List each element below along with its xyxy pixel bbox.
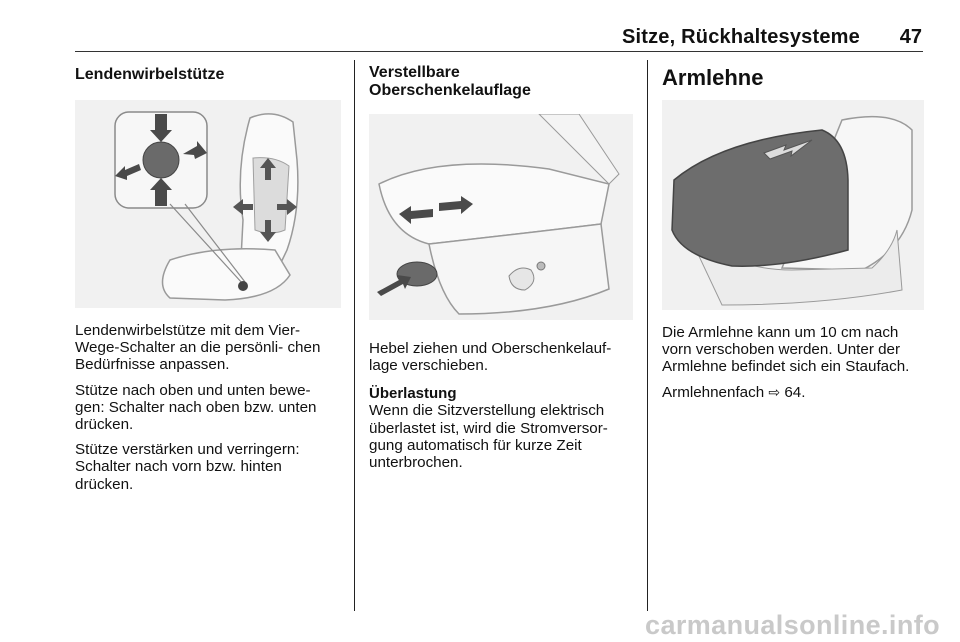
section-heading-thigh-line1: Verstellbare — [369, 64, 460, 81]
page-number: 47 — [899, 26, 922, 48]
watermark: carmanualsonline.info — [645, 610, 940, 640]
subheading-overload: Überlastung — [369, 385, 457, 403]
page-reference-arrow-icon: ⇨ — [768, 383, 781, 400]
section-heading-lumbar: Lendenwirbelstütze — [75, 66, 225, 83]
paragraph: Wenn die Sitzverstellung elektrisch überlastet ist, wird die Stromversor- gung automatisch für kurze Zeit unterbrochen. — [369, 402, 608, 472]
thigh-support-illustration — [369, 114, 633, 320]
paragraph: Stütze nach oben und unten bewe- gen: Schalter nach oben bzw. unten drücken. — [75, 381, 317, 434]
armrest-illustration — [662, 100, 924, 310]
header-divider — [75, 51, 923, 52]
column-lumbar-support — [75, 64, 341, 493]
paragraph: Die Armlehne kann um 10 cm nach vorn verschoben werden. Unter der Armlehne befindet sich ein Staufach. — [662, 324, 910, 376]
section-heading-armrest: Armlehne — [662, 65, 764, 90]
cross-reference — [662, 384, 928, 401]
column-armrest — [662, 64, 928, 401]
column-divider — [354, 60, 355, 611]
column-divider — [647, 60, 648, 611]
section-heading-thigh-line2: Oberschenkelauflage — [369, 82, 531, 99]
lumbar-support-illustration — [75, 100, 341, 308]
paragraph: Lendenwirbelstütze mit dem Vier-Wege-Schalter an die persönli- chen Bedürfnisse anpassen. — [75, 322, 321, 374]
cross-reference-label: Armlehnenfach — [662, 383, 765, 401]
column-thigh-support — [369, 64, 633, 471]
paragraph: Stütze verstärken und verringern: Schalter nach vorn bzw. hinten drücken. — [75, 441, 300, 493]
paragraph: Hebel ziehen und Oberschenkelauf- lage verschieben. — [369, 340, 612, 375]
cross-reference-page: 64. — [780, 383, 806, 401]
page-header-title: Sitze, Rückhaltesysteme — [621, 26, 860, 48]
